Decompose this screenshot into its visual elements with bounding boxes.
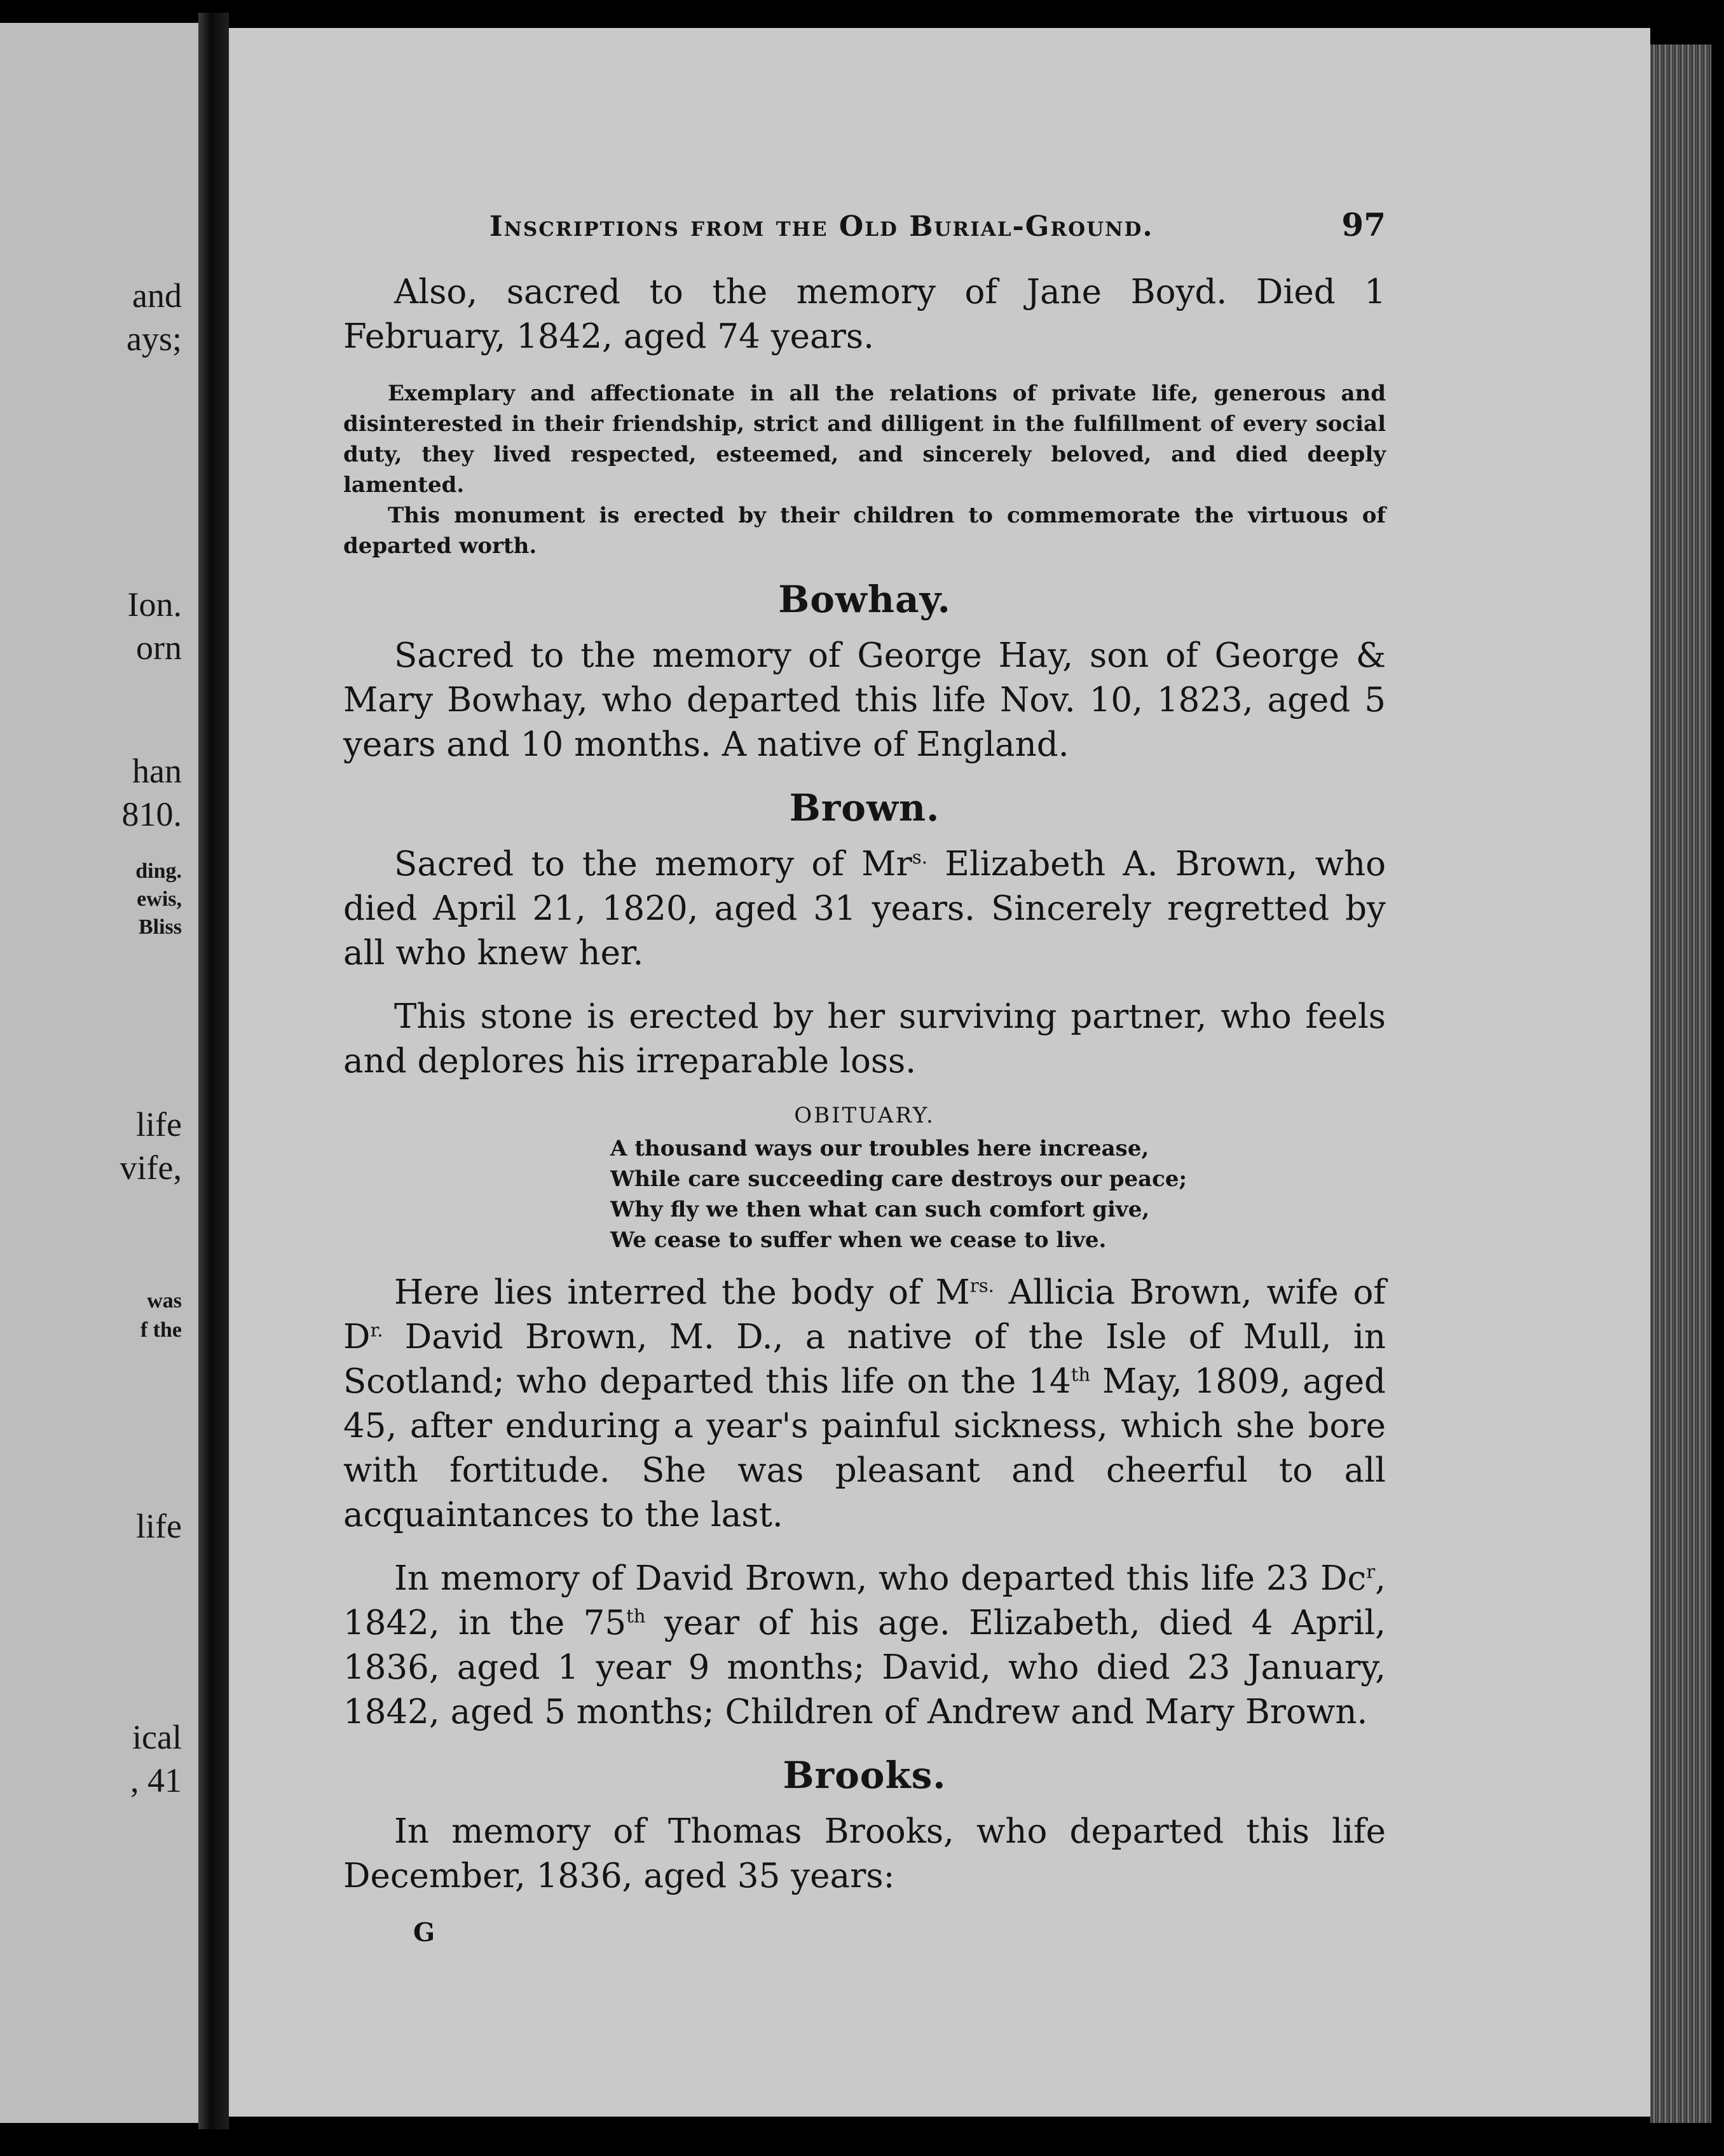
book-gutter — [198, 13, 229, 2129]
bowhay-paragraph: Sacred to the memory of George Hay, son of George & Mary Bowhay, who departed this life Nov. 10, 1823, aged 5 years and 10 months. A native of England. — [343, 636, 1386, 764]
elizabeth-brown-paragraph — [343, 842, 1386, 976]
verse-line: A thousand ways our troubles here increase, — [610, 1136, 1149, 1161]
obituary-title: OBITUARY. — [794, 1103, 935, 1128]
page-stack-edges — [1650, 44, 1711, 2123]
previous-page-strip — [0, 23, 198, 2123]
superscript: th — [626, 1605, 646, 1627]
left-fragment: han — [132, 752, 182, 790]
left-fragment: and — [132, 276, 182, 315]
text-run: year of his age. Elizabeth, died 4 April, 1836, aged 1 year 9 months; David, who died 23 January, 1842, aged 5 months; Children of Andrew and Mary Brown. — [343, 1604, 1386, 1731]
surname-heading-brown: Brown. — [789, 786, 940, 829]
obituary-verse — [343, 1103, 1386, 1255]
book-page — [229, 28, 1650, 2117]
surname-heading-brooks: Brooks. — [783, 1754, 947, 1797]
text-run: , 1842, in the 75 — [343, 1559, 1386, 1642]
verse-line: We cease to suffer when we cease to live. — [610, 1227, 1107, 1253]
verse-line: While care succeeding care destroys our peace; — [610, 1166, 1187, 1192]
superscript: r — [1366, 1560, 1376, 1583]
text-run: Sacred to the memory of Mr — [394, 845, 912, 884]
left-fragment: life — [136, 1507, 182, 1545]
stone-paragraph: This stone is erected by her surviving partner, who feels and deplores his irreparable loss. — [343, 997, 1386, 1081]
verse-line: Why fly we then what can such comfort give, — [610, 1197, 1150, 1222]
text-run: In memory of David Brown, who departed this life 23 Dc — [394, 1559, 1367, 1598]
left-fragment: ical — [132, 1718, 182, 1756]
boyd-monument-note: This monument is erected by their children to commemorate the virtuous of departed worth. — [343, 503, 1386, 559]
left-fragment: Bliss — [138, 915, 182, 939]
superscript: r. — [370, 1319, 383, 1341]
boyd-paragraph: Also, sacred to the memory of Jane Boyd. Died 1 February, 1842, aged 74 years. — [343, 273, 1386, 356]
signature-mark: G — [413, 1918, 435, 1948]
left-fragment: ewis, — [137, 887, 182, 911]
boyd-epitaph-note: Exemplary and affectionate in all the relations of private life, generous and disinterested in their friendship, strict and dilligent in the fulfillment of every social duty, they lived respected, esteemed, and sincerely beloved, and died deeply lamented. — [343, 381, 1386, 498]
brooks-paragraph: In memory of Thomas Brooks, who departed this life December, 1836, aged 35 years: — [343, 1812, 1386, 1895]
surname-heading-bowhay: Bowhay. — [778, 578, 951, 621]
left-fragment: was — [147, 1289, 182, 1313]
running-title: Inscriptions from the Old Burial-Ground. — [489, 210, 1154, 243]
left-fragment: , 41 — [130, 1761, 182, 1799]
superscript: rs. — [969, 1274, 994, 1297]
text-run: Here lies interred the body of M — [394, 1273, 970, 1312]
page-number: 97 — [1341, 206, 1386, 243]
left-fragment: orn — [136, 629, 182, 667]
allicia-brown-paragraph — [343, 1271, 1386, 1538]
running-head — [489, 206, 1386, 243]
left-fragment: 810. — [121, 795, 182, 833]
left-fragment: ding. — [135, 859, 182, 883]
text-run: May, 1809, aged 45, after enduring a year's painful sickness, which she bore with fortitude. She was pleasant and cheerful to all acquaintances to the last. — [343, 1362, 1386, 1534]
text-run: Elizabeth A. Brown, who died April 21, 1820, aged 31 years. Sincerely regretted by all who knew her. — [343, 845, 1386, 972]
left-fragment: Ion. — [127, 585, 182, 624]
superscript: s. — [912, 846, 927, 868]
david-brown-paragraph — [343, 1557, 1386, 1735]
text-block — [343, 206, 1386, 1948]
left-fragment: life — [136, 1105, 182, 1143]
text-run: Allicia Brown, wife of D — [343, 1273, 1386, 1356]
left-fragment: ays; — [127, 320, 182, 358]
text-run: David Brown, M. D., a native of the Isle of Mull, in Scotland; who departed this life on the 14 — [343, 1318, 1386, 1401]
left-fragment: vife, — [120, 1149, 182, 1187]
superscript: th — [1071, 1363, 1091, 1386]
left-fragment: f the — [140, 1318, 182, 1342]
